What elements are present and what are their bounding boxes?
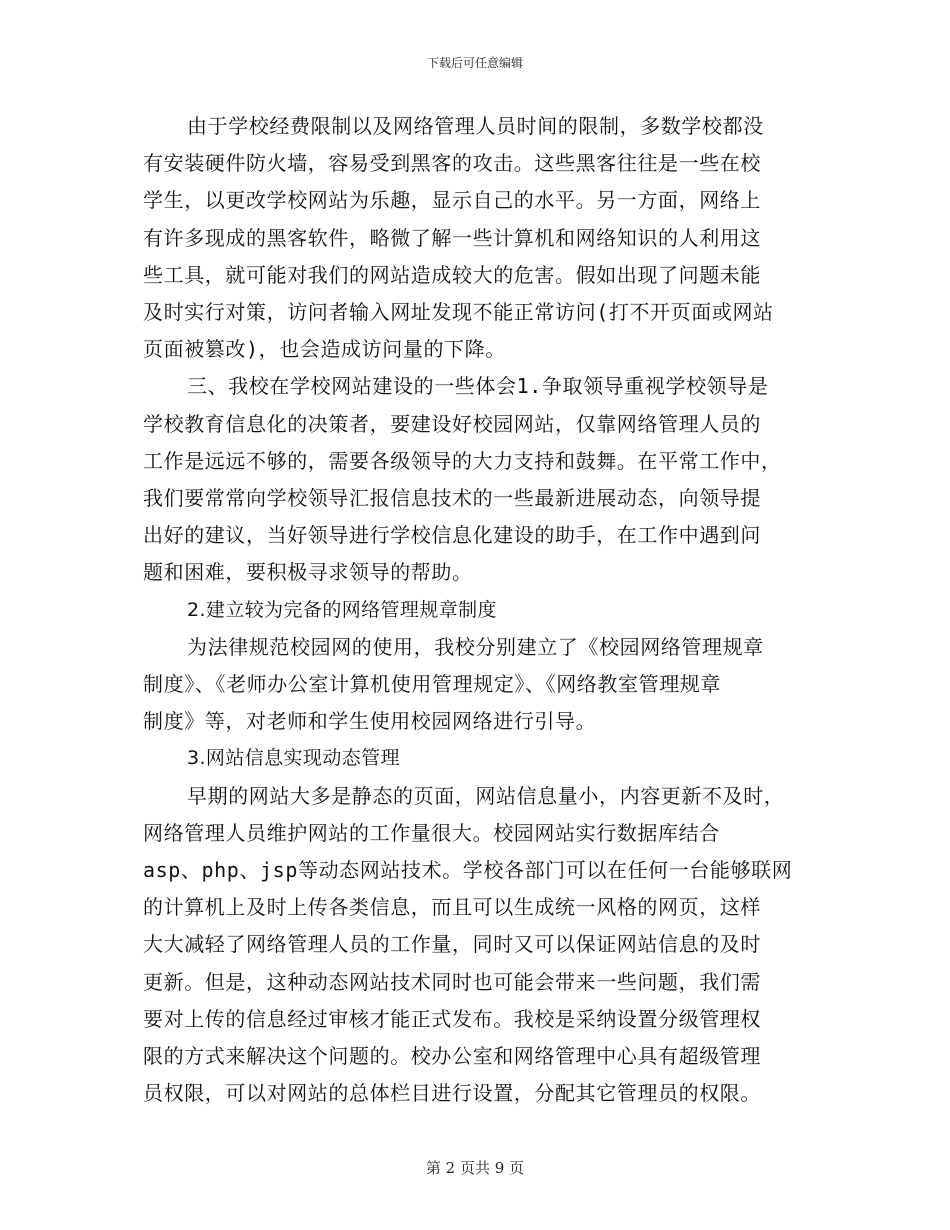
text-line: 及时实行对策，访问者输入网址发现不能正常访问(打不开页面或网站	[143, 300, 774, 325]
text-line: 更新。但是，这种动态网站技术同时也可能会带来一些问题，我们需	[143, 969, 761, 994]
text-line: 为法律规范校园网的使用，我校分别建立了《校园网络管理规章	[187, 634, 764, 659]
paragraph-security-issues	[143, 108, 808, 368]
text-line: 的计算机上及时上传各类信息，而且可以生成统一风格的网页，这样	[143, 895, 761, 920]
text-line: 员权限，可以对网站的总体栏目进行设置，分配其它管理员的权限。	[143, 1081, 761, 1106]
text-line: 我们要常常向学校领导汇报信息技术的一些最新进展动态，向领导提	[143, 486, 761, 511]
text-line: 题和困难，要积极寻求领导的帮助。	[143, 560, 473, 585]
text-line: 三、我校在学校网站建设的一些体会1.争取领导重视学校领导是	[187, 374, 769, 399]
text-line: 学生，以更改学校网站为乐趣，显示自己的水平。另一方面，网络上	[143, 188, 761, 213]
text-line: 网络管理人员维护网站的工作量很大。校园网站实行数据库结合	[143, 820, 720, 845]
text-line: 有安装硬件防火墙，容易受到黑客的攻击。这些黑客往往是一些在校	[143, 151, 761, 176]
text-line: 限的方式来解决这个问题的。校办公室和网络管理中心具有超级管理	[143, 1044, 761, 1069]
text-line: 要对上传的信息经过审核才能正式发布。我校是采纳设置分级管理权	[143, 1006, 761, 1031]
paragraph-rules	[143, 629, 808, 741]
text-line: 出好的建议，当好领导进行学校信息化建设的助手，在工作中遇到问	[143, 523, 761, 548]
text-line: 工作是远远不够的，需要各级领导的大力支持和鼓舞。在平常工作中，	[143, 448, 782, 473]
page-footer: 第 2 页共 9 页	[425, 1159, 525, 1177]
page-header: 下载后可任意编辑	[426, 56, 523, 70]
text-line: 大大减轻了网络管理人员的工作量，同时又可以保证网站信息的及时	[143, 932, 761, 957]
text-line: 些工具，就可能对我们的网站造成较大的危害。假如出现了问题未能	[143, 262, 761, 287]
text-line: 页面被篡改)，也会造成访问量的下降。	[143, 337, 506, 362]
text-line: 早期的网站大多是静态的页面，网站信息量小，内容更新不及时，	[187, 783, 785, 808]
text-line: asp、php、jsp等动态网站技术。学校各部门可以在任何一台能够联网	[143, 858, 793, 883]
text-line: 制度》、《老师办公室计算机使用管理规定》、《网络教室管理规章	[143, 672, 721, 697]
text-line: 制度》等，对老师和学生使用校园网络进行引导。	[143, 709, 597, 734]
text-line: 由于学校经费限制以及网络管理人员时间的限制，多数学校都没	[187, 114, 764, 138]
document-body	[143, 108, 808, 1112]
section-heading-dynamic: 3.网站信息实现动态管理	[187, 747, 400, 770]
paragraph-experience-leadership	[143, 368, 808, 591]
paragraph-dynamic-management	[143, 778, 808, 1113]
text-line: 学校教育信息化的决策者，要建设好校园网站，仅靠网络管理人员的	[143, 411, 761, 436]
section-heading-rules: 2.建立较为完备的网络管理规章制度	[187, 598, 497, 621]
text-line: 有许多现成的黑客软件，略微了解一些计算机和网络知识的人利用这	[143, 225, 761, 250]
